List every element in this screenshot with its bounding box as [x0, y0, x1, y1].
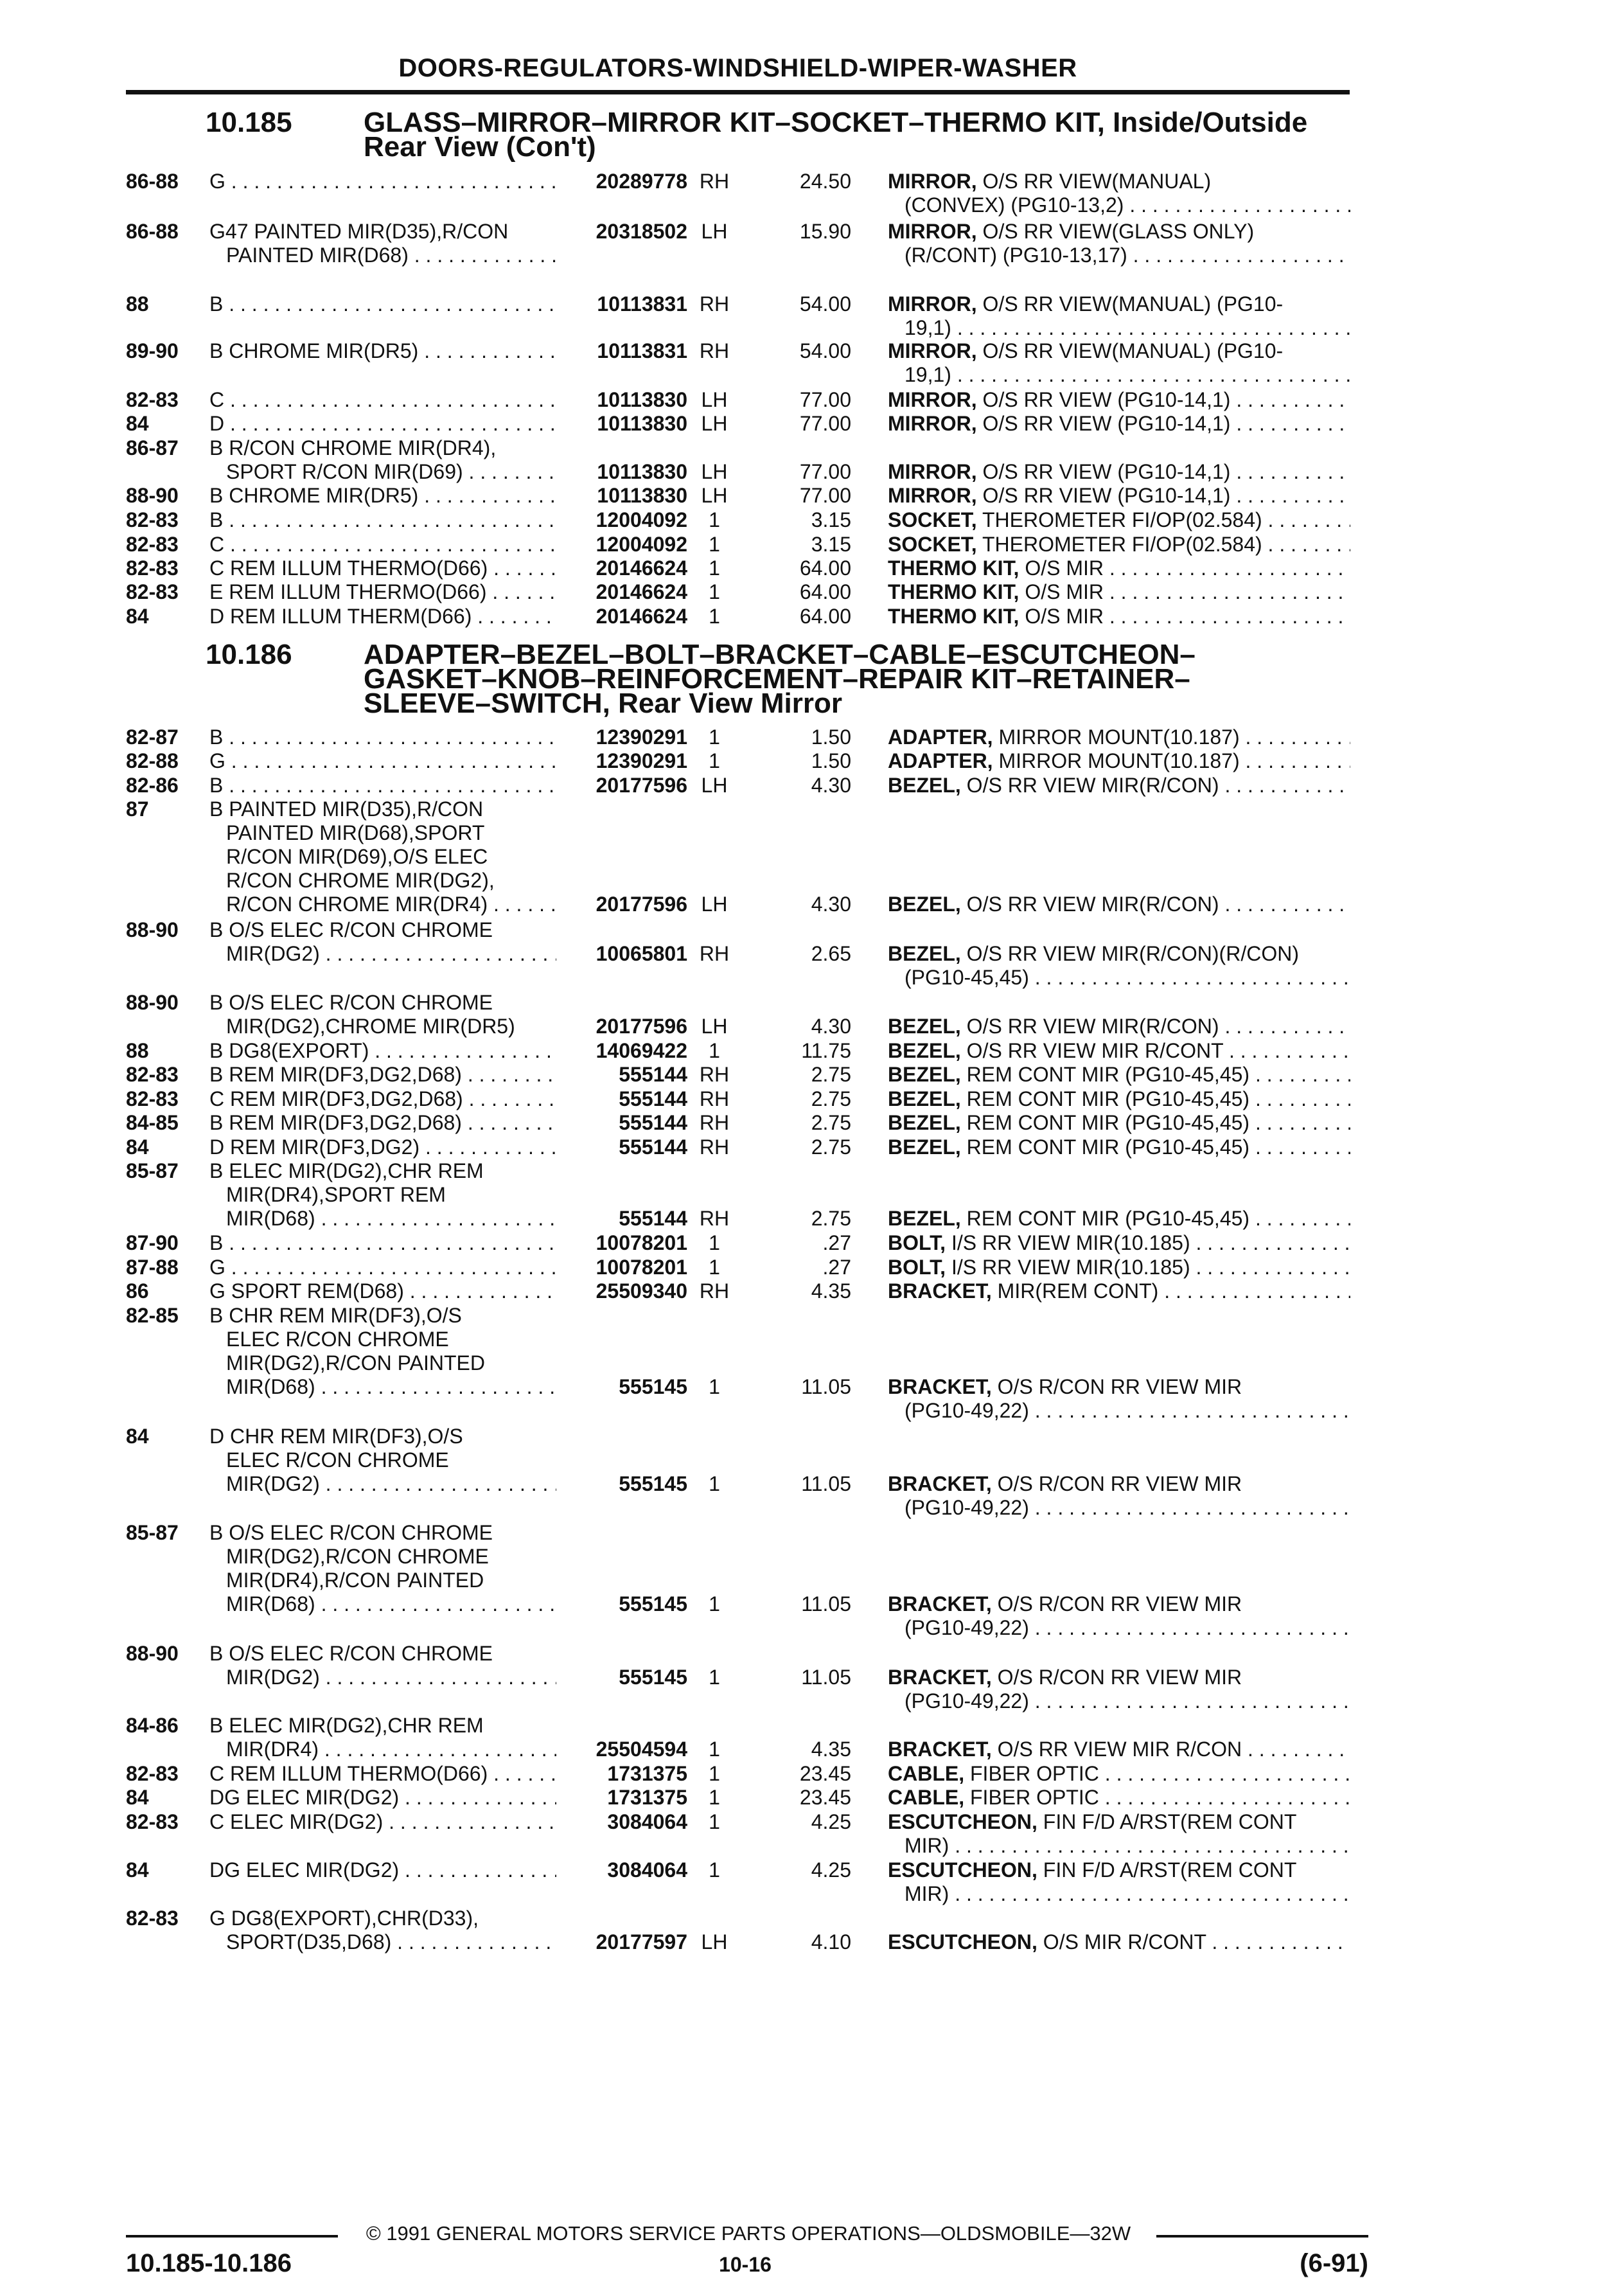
part-number: 12004092 [596, 508, 687, 531]
part-name-bold: CABLE, [888, 1762, 965, 1785]
part-number: 555145 [619, 1592, 687, 1615]
usage-description: G SPORT REM(D68) . . . [209, 1279, 556, 1303]
part-number: 1731375 [607, 1762, 687, 1785]
model-years: 88-90 [126, 484, 179, 507]
quantity-side: LH [701, 893, 728, 916]
part-number: 555145 [619, 1666, 687, 1689]
part-number: 20177596 [596, 774, 687, 797]
part-name: BRACKET, MIR(REM CONT) . . . [888, 1279, 1350, 1303]
quantity-side: LH [701, 484, 728, 507]
model-years: 85-87 [126, 1521, 179, 1544]
page-header: DOORS-REGULATORS-WINDSHIELD-WIPER-WASHER [398, 54, 1077, 82]
part-number: 10078201 [596, 1231, 687, 1254]
part-name-bold: ESCUTCHEON, [888, 1930, 1037, 1953]
part-name-bold: BOLT, [888, 1231, 946, 1254]
model-years: 84 [126, 412, 149, 435]
usage-description: E REM ILLUM THERMO(D66) . . . [209, 580, 556, 604]
model-years: 82-83 [126, 1063, 179, 1086]
list-price: 77.00 [799, 388, 851, 411]
quantity-side: 1 [709, 1375, 720, 1398]
part-name-bold: BEZEL, [888, 1039, 961, 1062]
usage-description: B DG8(EXPORT) . . . [209, 1039, 556, 1063]
model-years: 82-83 [126, 533, 179, 556]
part-number: 555145 [619, 1472, 687, 1495]
list-price: 23.45 [799, 1762, 851, 1785]
part-name: BEZEL, O/S RR VIEW MIR(R/CON) . . . [888, 893, 1350, 916]
list-price: 11.05 [801, 1592, 851, 1615]
quantity-side: 1 [709, 1039, 720, 1062]
part-name-bold: BOLT, [888, 1256, 946, 1279]
part-number: 10078201 [596, 1256, 687, 1279]
quantity-side: LH [701, 774, 728, 797]
model-years: 88 [126, 292, 149, 316]
part-number: 20289778 [596, 170, 687, 193]
quantity-side: 1 [709, 556, 720, 580]
part-name: THERMO KIT, O/S MIR . . . [888, 605, 1350, 628]
usage-description: G . . . [209, 170, 556, 193]
model-years: 88-90 [126, 991, 179, 1014]
list-price: 4.10 [811, 1930, 851, 1953]
part-name-bold: BEZEL, [888, 1135, 961, 1159]
list-price: 4.30 [811, 1015, 851, 1038]
model-years: 84 [126, 1786, 149, 1809]
part-number: 10113830 [597, 484, 687, 507]
part-name: CABLE, FIBER OPTIC . . . [888, 1762, 1350, 1786]
section-number: 10.186 [206, 639, 292, 670]
list-price: 4.35 [811, 1279, 851, 1303]
part-name: MIRROR, O/S RR VIEW (PG10-14,1) . . . [888, 388, 1350, 412]
list-price: 11.05 [801, 1375, 851, 1398]
quantity-side: RH [699, 942, 730, 965]
list-price: 24.50 [799, 170, 851, 193]
quantity-side: RH [699, 1111, 730, 1134]
part-name-bold: MIRROR, [888, 388, 977, 411]
model-years: 86 [126, 1279, 149, 1303]
list-price: 4.35 [811, 1738, 851, 1761]
part-name: BRACKET, O/S R/CON RR VIEW MIR (PG10-49,22) . . . [888, 1472, 1350, 1520]
part-name-bold: BRACKET, [888, 1738, 992, 1761]
quantity-side: LH [701, 412, 728, 435]
part-name-bold: ADAPTER, [888, 749, 993, 772]
model-years: 88 [126, 1039, 149, 1062]
part-name: BRACKET, O/S R/CON RR VIEW MIR (PG10-49,22) . . . [888, 1666, 1350, 1713]
list-price: 11.05 [801, 1472, 851, 1495]
model-years: 86-87 [126, 436, 179, 459]
part-name-bold: ESCUTCHEON, [888, 1810, 1037, 1833]
quantity-side: RH [699, 1063, 730, 1086]
part-name: BEZEL, REM CONT MIR (PG10-45,45) . . . [888, 1063, 1350, 1087]
model-years: 82-83 [126, 1810, 179, 1833]
usage-description: G47 PAINTED MIR(D35),R/CON PAINTED MIR(D68) . . . [209, 220, 556, 267]
part-number: 20146624 [596, 605, 687, 628]
part-name-bold: BEZEL, [888, 1063, 961, 1086]
part-name-bold: BEZEL, [888, 1087, 961, 1110]
part-number: 10113830 [597, 412, 687, 435]
usage-description: B O/S ELEC R/CON CHROME MIR(DG2) . . . [209, 1642, 556, 1689]
part-name: MIRROR, O/S RR VIEW(GLASS ONLY) (R/CONT) (PG10-13,17) . . . [888, 220, 1350, 267]
part-name-bold: BEZEL, [888, 1207, 961, 1230]
part-number: 1731375 [607, 1786, 687, 1809]
usage-description: B . . . [209, 725, 556, 749]
model-years: 86-88 [126, 170, 179, 193]
list-price: 54.00 [799, 339, 851, 362]
model-years: 82-83 [126, 388, 179, 411]
part-number: 10113830 [597, 388, 687, 411]
usage-description: B CHROME MIR(DR5) . . . [209, 339, 556, 363]
quantity-side: 1 [709, 1810, 720, 1833]
usage-description: G . . . [209, 749, 556, 773]
quantity-side: 1 [709, 1666, 720, 1689]
quantity-side: 1 [709, 580, 720, 603]
part-name: MIRROR, O/S RR VIEW (PG10-14,1) . . . [888, 484, 1350, 508]
list-price: 77.00 [799, 484, 851, 507]
footer-date: (6-91) [1300, 2249, 1368, 2277]
model-years: 82-83 [126, 1907, 179, 1930]
quantity-side: 1 [709, 1472, 720, 1495]
quantity-side: LH [701, 388, 728, 411]
usage-description: C . . . [209, 388, 556, 412]
model-years: 84 [126, 1425, 149, 1448]
quantity-side: LH [701, 1015, 728, 1038]
section-number: 10.185 [206, 107, 292, 138]
model-years: 82-86 [126, 774, 179, 797]
model-years: 84-86 [126, 1714, 179, 1737]
model-years: 82-83 [126, 1087, 179, 1110]
usage-description: B O/S ELEC R/CON CHROME MIR(DG2) . . . [209, 918, 556, 966]
part-name-bold: CABLE, [888, 1786, 965, 1809]
footer-section-range: 10.185-10.186 [126, 2249, 292, 2277]
model-years: 82-87 [126, 725, 179, 749]
usage-description: C REM ILLUM THERMO(D66) . . . [209, 556, 556, 580]
footer-rule [1156, 2235, 1368, 2238]
part-name-bold: BEZEL, [888, 893, 961, 916]
model-years: 86-88 [126, 220, 179, 243]
part-name: ADAPTER, MIRROR MOUNT(10.187) . . . [888, 725, 1350, 749]
list-price: 54.00 [799, 292, 851, 316]
usage-description: B REM MIR(DF3,DG2,D68) . . . [209, 1111, 556, 1135]
part-name-bold: SOCKET, [888, 533, 977, 556]
part-name: MIRROR, O/S RR VIEW(MANUAL) (PG10- 19,1) . . . [888, 339, 1350, 387]
model-years: 89-90 [126, 339, 179, 362]
part-name: BOLT, I/S RR VIEW MIR(10.185) . . . [888, 1256, 1350, 1279]
list-price: 2.75 [811, 1135, 851, 1159]
usage-description: D . . . [209, 412, 556, 436]
part-number: 12390291 [596, 725, 687, 749]
part-name-bold: BRACKET, [888, 1592, 992, 1615]
list-price: 23.45 [799, 1786, 851, 1809]
part-name: THERMO KIT, O/S MIR . . . [888, 556, 1350, 580]
usage-description: B REM MIR(DF3,DG2,D68) . . . [209, 1063, 556, 1087]
model-years: 84 [126, 1135, 149, 1159]
part-name-bold: MIRROR, [888, 220, 977, 243]
part-number: 3084064 [607, 1810, 687, 1833]
part-name-bold: MIRROR, [888, 339, 977, 362]
part-number: 20177596 [596, 893, 687, 916]
part-number: 555144 [619, 1135, 687, 1159]
part-name-bold: MIRROR, [888, 484, 977, 507]
usage-description: B O/S ELEC R/CON CHROME MIR(DG2),R/CON CHROME MIR(DR4),R/CON PAINTED MIR(D68) . . . [209, 1521, 556, 1616]
usage-description: G DG8(EXPORT),CHR(D33), SPORT(D35,D68) . . . [209, 1907, 556, 1954]
list-price: 2.75 [811, 1087, 851, 1110]
usage-description: G . . . [209, 1256, 556, 1279]
part-name: BEZEL, O/S RR VIEW MIR(R/CON) . . . [888, 774, 1350, 797]
list-price: 64.00 [799, 556, 851, 580]
quantity-side: 1 [709, 605, 720, 628]
part-name: BEZEL, REM CONT MIR (PG10-45,45) . . . [888, 1087, 1350, 1111]
usage-description: C REM MIR(DF3,DG2,D68) . . . [209, 1087, 556, 1111]
part-name: BEZEL, O/S RR VIEW MIR(R/CON) . . . [888, 1015, 1350, 1038]
part-number: 12390291 [596, 749, 687, 772]
list-price: 11.05 [801, 1666, 851, 1689]
usage-description: C . . . [209, 533, 556, 556]
quantity-side: RH [699, 292, 730, 316]
list-price: 64.00 [799, 580, 851, 603]
part-name-bold: BEZEL, [888, 774, 961, 797]
part-name: BOLT, I/S RR VIEW MIR(10.185) . . . [888, 1231, 1350, 1255]
list-price: 4.30 [811, 893, 851, 916]
part-name: MIRROR, O/S RR VIEW(MANUAL) (PG10- 19,1) . . . [888, 292, 1350, 340]
part-name: MIRROR, O/S RR VIEW (PG10-14,1) . . . [888, 412, 1350, 436]
model-years: 82-83 [126, 1762, 179, 1785]
part-name-bold: THERMO KIT, [888, 605, 1019, 628]
footer-copyright: © 1991 GENERAL MOTORS SERVICE PARTS OPERATIONS—OLDSMOBILE—32W [366, 2222, 1131, 2245]
model-years: 82-83 [126, 556, 179, 580]
part-number: 555144 [619, 1111, 687, 1134]
footer-rule [126, 2235, 338, 2238]
model-years: 82-88 [126, 749, 179, 772]
usage-description: D REM MIR(DF3,DG2) . . . [209, 1135, 556, 1159]
usage-description: B . . . [209, 292, 556, 316]
usage-description: B . . . [209, 508, 556, 532]
list-price: 4.25 [811, 1810, 851, 1833]
usage-description: B ELEC MIR(DG2),CHR REM MIR(DR4),SPORT REM MIR(D68) . . . [209, 1159, 556, 1231]
quantity-side: 1 [709, 508, 720, 531]
part-number: 25509340 [596, 1279, 687, 1303]
usage-description: B O/S ELEC R/CON CHROME MIR(DG2),CHROME MIR(DR5) [209, 991, 515, 1038]
list-price: 77.00 [799, 412, 851, 435]
quantity-side: RH [699, 339, 730, 362]
quantity-side: RH [699, 1279, 730, 1303]
list-price: .27 [822, 1256, 851, 1279]
quantity-side: 1 [709, 749, 720, 772]
quantity-side: 1 [709, 1231, 720, 1254]
list-price: 2.75 [811, 1207, 851, 1230]
part-name: ESCUTCHEON, FIN F/D A/RST(REM CONT MIR) . . . [888, 1810, 1350, 1858]
part-name-bold: BEZEL, [888, 1111, 961, 1134]
part-number: 14069422 [596, 1039, 687, 1062]
list-price: 2.65 [811, 942, 851, 965]
list-price: 64.00 [799, 605, 851, 628]
part-name: ADAPTER, MIRROR MOUNT(10.187) . . . [888, 749, 1350, 773]
part-name-bold: ESCUTCHEON, [888, 1858, 1037, 1882]
quantity-side: LH [701, 220, 728, 243]
quantity-side: 1 [709, 1592, 720, 1615]
part-number: 10113831 [597, 292, 687, 316]
part-name-bold: BRACKET, [888, 1666, 992, 1689]
list-price: 2.75 [811, 1063, 851, 1086]
part-number: 20177597 [596, 1930, 687, 1953]
part-name: BRACKET, O/S RR VIEW MIR R/CON . . . [888, 1738, 1350, 1761]
part-number: 20146624 [596, 580, 687, 603]
model-years: 88-90 [126, 918, 179, 941]
list-price: 11.75 [801, 1039, 851, 1062]
part-name-bold: THERMO KIT, [888, 556, 1019, 580]
usage-description: B CHROME MIR(DR5) . . . [209, 484, 556, 508]
part-number: 555144 [619, 1207, 687, 1230]
part-number: 12004092 [596, 533, 687, 556]
part-number: 25504594 [596, 1738, 687, 1761]
usage-description: DG ELEC MIR(DG2) . . . [209, 1786, 556, 1810]
quantity-side: 1 [709, 1762, 720, 1785]
part-name: BEZEL, REM CONT MIR (PG10-45,45) . . . [888, 1111, 1350, 1135]
part-name-bold: BEZEL, [888, 942, 961, 965]
usage-description: B R/CON CHROME MIR(DR4), SPORT R/CON MIR(D69) . . . [209, 436, 556, 484]
model-years: 82-85 [126, 1304, 179, 1327]
part-number: 20177596 [596, 1015, 687, 1038]
section-title: ADAPTER–BEZEL–BOLT–BRACKET–CABLE–ESCUTCHEON– GASKET–KNOB–REINFORCEMENT–REPAIR KIT–RETAINER– SLEEVE–SWITCH, Rear View Mirror [364, 639, 1196, 719]
list-price: 3.15 [811, 533, 851, 556]
part-number: 10065801 [596, 942, 687, 965]
quantity-side: LH [701, 460, 728, 483]
usage-description: DG ELEC MIR(DG2) . . . [209, 1858, 556, 1882]
quantity-side: RH [699, 170, 730, 193]
quantity-side: 1 [709, 1858, 720, 1882]
quantity-side: 1 [709, 533, 720, 556]
part-name: MIRROR, O/S RR VIEW (PG10-14,1) . . . [888, 460, 1350, 484]
part-number: 555144 [619, 1063, 687, 1086]
part-name: CABLE, FIBER OPTIC . . . [888, 1786, 1350, 1810]
part-number: 20146624 [596, 556, 687, 580]
usage-description: B ELEC MIR(DG2),CHR REM MIR(DR4) . . . [209, 1714, 556, 1761]
model-years: 87 [126, 797, 149, 821]
part-name: BEZEL, O/S RR VIEW MIR R/CONT . . . [888, 1039, 1350, 1063]
quantity-side: RH [699, 1087, 730, 1110]
part-number: 10113831 [597, 339, 687, 362]
model-years: 85-87 [126, 1159, 179, 1182]
part-name-bold: BRACKET, [888, 1472, 992, 1495]
usage-description: B . . . [209, 1231, 556, 1255]
part-name: MIRROR, O/S RR VIEW(MANUAL) (CONVEX) (PG10-13,2) . . . [888, 170, 1350, 217]
model-years: 82-83 [126, 508, 179, 531]
usage-description: D REM ILLUM THERM(D66) . . . [209, 605, 556, 628]
part-name-bold: SOCKET, [888, 508, 977, 531]
part-name: BRACKET, O/S R/CON RR VIEW MIR (PG10-49,22) . . . [888, 1375, 1350, 1423]
model-years: 82-83 [126, 580, 179, 603]
part-number: 555144 [619, 1087, 687, 1110]
part-number: 3084064 [607, 1858, 687, 1882]
part-name-bold: THERMO KIT, [888, 580, 1019, 603]
quantity-side: 1 [709, 1738, 720, 1761]
list-price: 4.30 [811, 774, 851, 797]
part-name: BRACKET, O/S R/CON RR VIEW MIR (PG10-49,22) . . . [888, 1592, 1350, 1640]
part-name: ESCUTCHEON, FIN F/D A/RST(REM CONT MIR) . . . [888, 1858, 1350, 1906]
list-price: .27 [822, 1231, 851, 1254]
part-number: 555145 [619, 1375, 687, 1398]
usage-description: B PAINTED MIR(D35),R/CON PAINTED MIR(D68),SPORT R/CON MIR(D69),O/S ELEC R/CON CHROME MIR(DG2), R/CON CHROME MIR(DR4) . . . [209, 797, 556, 916]
part-name-bold: ADAPTER, [888, 725, 993, 749]
model-years: 87-88 [126, 1256, 179, 1279]
part-name-bold: MIRROR, [888, 412, 977, 435]
part-name: BEZEL, O/S RR VIEW MIR(R/CON)(R/CON) (PG10-45,45) . . . [888, 942, 1350, 990]
list-price: 1.50 [811, 725, 851, 749]
list-price: 3.15 [811, 508, 851, 531]
part-name-bold: BRACKET, [888, 1375, 992, 1398]
part-name-bold: BRACKET, [888, 1279, 992, 1303]
usage-description: C REM ILLUM THERMO(D66) . . . [209, 1762, 556, 1786]
quantity-side: LH [701, 1930, 728, 1953]
part-name: BEZEL, REM CONT MIR (PG10-45,45) . . . [888, 1207, 1350, 1231]
part-name-bold: MIRROR, [888, 292, 977, 316]
model-years: 84 [126, 1858, 149, 1882]
part-name: BEZEL, REM CONT MIR (PG10-45,45) . . . [888, 1135, 1350, 1159]
part-name: ESCUTCHEON, O/S MIR R/CONT . . . [888, 1930, 1350, 1954]
quantity-side: RH [699, 1135, 730, 1159]
footer-page-number: 10-16 [719, 2253, 772, 2276]
list-price: 1.50 [811, 749, 851, 772]
part-name-bold: BEZEL, [888, 1015, 961, 1038]
model-years: 84-85 [126, 1111, 179, 1134]
quantity-side: 1 [709, 1786, 720, 1809]
quantity-side: 1 [709, 725, 720, 749]
usage-description: C ELEC MIR(DG2) . . . [209, 1810, 556, 1834]
part-name-bold: MIRROR, [888, 460, 977, 483]
part-number: 10113830 [597, 460, 687, 483]
part-name-bold: MIRROR, [888, 170, 977, 193]
section-title: GLASS–MIRROR–MIRROR KIT–SOCKET–THERMO KIT, Inside/Outside Rear View (Con't) [364, 107, 1308, 163]
list-price: 2.75 [811, 1111, 851, 1134]
list-price: 77.00 [799, 460, 851, 483]
model-years: 84 [126, 605, 149, 628]
model-years: 88-90 [126, 1642, 179, 1665]
part-name: SOCKET, THEROMETER FI/OP(02.584) . . . [888, 508, 1350, 532]
quantity-side: 1 [709, 1256, 720, 1279]
part-name: THERMO KIT, O/S MIR . . . [888, 580, 1350, 604]
model-years: 87-90 [126, 1231, 179, 1254]
quantity-side: RH [699, 1207, 730, 1230]
usage-description: D CHR REM MIR(DF3),O/S ELEC R/CON CHROME MIR(DG2) . . . [209, 1425, 556, 1496]
part-number: 20318502 [596, 220, 687, 243]
usage-description: B . . . [209, 774, 556, 797]
list-price: 4.25 [811, 1858, 851, 1882]
part-name: SOCKET, THEROMETER FI/OP(02.584) . . . [888, 533, 1350, 556]
list-price: 15.90 [799, 220, 851, 243]
usage-description: B CHR REM MIR(DF3),O/S ELEC R/CON CHROME MIR(DG2),R/CON PAINTED MIR(D68) . . . [209, 1304, 556, 1399]
